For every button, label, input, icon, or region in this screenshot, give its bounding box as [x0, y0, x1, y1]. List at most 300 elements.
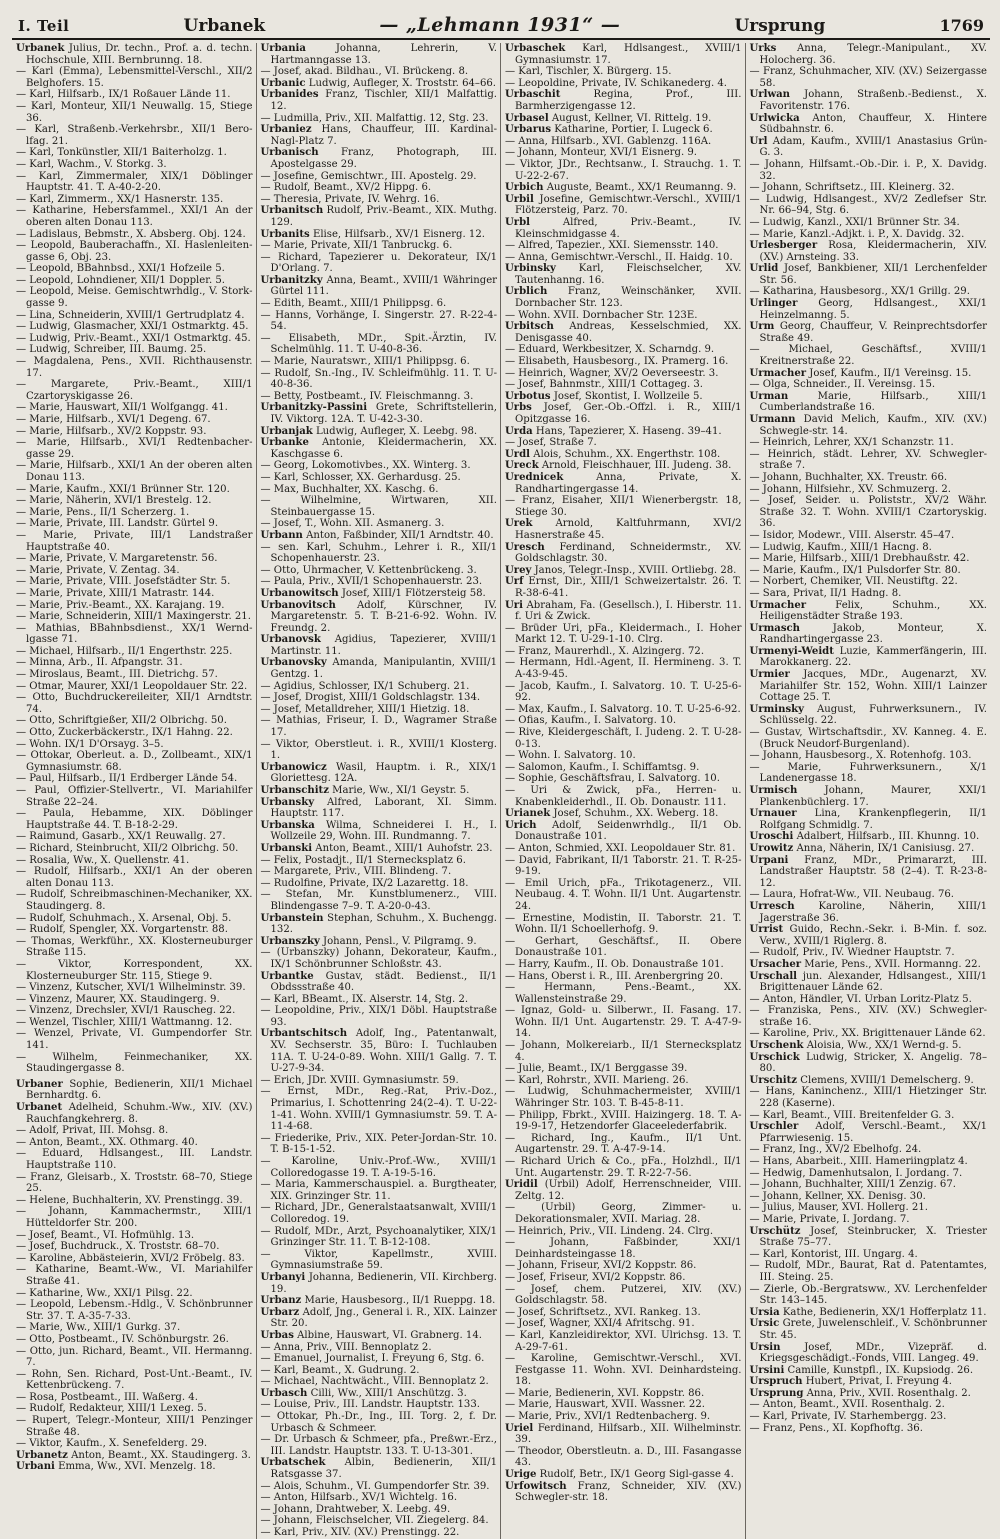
entry-headword: Urks — [749, 43, 777, 54]
directory-entry — [261, 1295, 498, 1307]
directory-entry — [16, 727, 253, 739]
directory-entry — [261, 368, 498, 391]
entry-headword: Uriel — [505, 1422, 534, 1434]
entry-text: Luzie, Kammerfängerin, III. Marokkanerg. 22. — [759, 645, 987, 669]
directory-entry — [750, 263, 988, 286]
entry-text: Franz, Weinschänker, XVII. Dornbacher Str. 123. — [515, 286, 742, 310]
entry-text: Anna, Priv., XVII. Rosenthalg. 2. — [803, 1387, 971, 1399]
entry-headword: Urbanke — [260, 437, 309, 449]
directory-entry — [261, 240, 498, 252]
directory-entry — [261, 739, 498, 762]
entry-text: Hans, Tapezierer, X. Haseng. 39–41. — [532, 425, 722, 437]
directory-entry — [261, 530, 498, 542]
entry-text: — Gerhart, Geschäftsf., II. Obere Donaustraße 101. — [505, 935, 742, 959]
entry-text: — Karoline, Univ.-Prof.-Ww., XVIII/1 Colloredogasse 19. T. A-19-5-16. — [260, 1156, 497, 1179]
entry-text: — Josef, akad. Bildhau., VI. Brückeng. 8. — [260, 66, 469, 78]
entry-text: — sen. Karl, Schuhm., Lehrer i. R., XII/1 Schopenhauerstr. 23. — [260, 541, 497, 565]
entry-headword: Urbanska — [260, 819, 315, 831]
entry-text: — Anton, Hilfsarb., XV/1 Wichtelg. 16. — [260, 1492, 458, 1504]
directory-entry — [16, 1288, 253, 1300]
entry-text: Marie, Ww., XI/1 Geystr. 5. — [328, 785, 470, 796]
entry-headword: Urbaschek — [505, 43, 566, 54]
entry-text: Agidius, Tapezierer, XVIII/1 Martinstr. 11. — [270, 634, 497, 657]
entry-text: — Viktor, JDr., Rechtsanw., I. Strauchg. 1. T. U-22-2-67. — [505, 158, 742, 182]
entry-text: Adolf, Seidenwrhdlg., II/1 Ob. Donaustraße 101. — [515, 819, 742, 843]
entry-text: Josef, Kaufm., II/1 Vereinsg. 15. — [806, 367, 972, 379]
directory-entry — [505, 576, 742, 599]
part-label: I. Teil — [18, 17, 70, 35]
entry-text: — Anna, Hilfsarb., XVI. Gablenzg. 116A. — [505, 135, 712, 147]
entry-headword: Urbanek — [16, 43, 65, 54]
entry-text: — Wohn. XVII. Dornbacher Str. 123E. — [505, 309, 698, 321]
directory-entry — [505, 1307, 742, 1319]
entry-headword: Urowitz — [749, 842, 794, 854]
directory-entry — [505, 124, 742, 136]
directory-entry — [505, 657, 742, 680]
entry-text: — Josef, Seider. u. Poliststr., XV/2 Währ. Straße 32. T. Wohn. XVIII/1 Czartoryskig. 36. — [749, 495, 987, 530]
entry-text: — Otto, Zuckerbäckerstr., IX/1 Hahng. 22. — [16, 727, 233, 739]
directory-entry — [505, 750, 742, 762]
entry-text: Johann, Straßenb.-Bedienst., X. Favoritenstr. 176. — [759, 89, 987, 112]
entry-text: Abraham, Fa. (Gesellsch.), I. Hiberstr. 11. f. Uri & Zwick. — [515, 599, 742, 623]
directory-entry — [750, 1423, 988, 1435]
directory-entry — [261, 785, 498, 797]
entry-text: Albin, Bedienerin, XII/1 Ratsgasse 37. — [270, 1457, 497, 1481]
directory-entry — [505, 1226, 742, 1238]
entry-headword: Urmier — [749, 669, 790, 681]
directory-entry — [750, 808, 988, 831]
entry-text: — Karl (Emma), Lebensmittel-Verschl., XII/2 Belghofers. 15. — [16, 66, 253, 89]
directory-entry — [16, 669, 253, 681]
directory-entry — [750, 1284, 988, 1307]
directory-entry — [16, 1253, 253, 1265]
entry-text: — Karoline, Gemischtwr.-Verschl., XVI. Festgasse 11. Wohn. XVI. Deinhardsteing. 18. — [505, 1353, 742, 1388]
entry-text: Josef, XIII/1 Flötzersteig 58. — [338, 587, 486, 599]
entry-text: Alfred, Laborant, XI. Simm. Hauptstr. 117. — [270, 796, 497, 820]
entry-text: — Rosa, Postbeamt., III. Waßerg. 4. — [16, 1391, 198, 1403]
entry-text: — Rudolf, Hilfsarb., XXI/1 An der oberen alten Donau 113. — [16, 866, 253, 889]
directory-entry — [261, 600, 498, 635]
directory-entry — [16, 681, 253, 693]
entry-text: Anna, Private, X. Randhartingergasse 14. — [515, 471, 742, 495]
directory-entry — [505, 785, 742, 808]
entry-text: Sophie, Bedienerin, XII/1 Michael Bernhardtg. 6. — [26, 1078, 253, 1102]
directory-entry — [261, 43, 498, 66]
entry-headword: Ureck — [505, 460, 539, 472]
directory-entry — [16, 1369, 253, 1392]
entry-text: August, Fuhrwerksunern., IV. Schlüsselg. 22. — [759, 703, 987, 727]
entry-headword: Urbann — [260, 529, 303, 541]
entry-text: — Georg, Lokomotivbes., XX. Winterg. 3. — [260, 460, 471, 472]
entry-text: — Johann, Drahtweber, X. Leebg. 49. — [260, 1503, 451, 1515]
page-title: — „Lehmann 1931“ — — [379, 14, 621, 36]
directory-entry — [16, 611, 253, 623]
entry-headword: Ursin — [749, 1341, 781, 1353]
entry-headword: Urek — [505, 518, 533, 530]
directory-entry — [16, 286, 253, 309]
entry-headword: Urschick — [749, 1051, 800, 1063]
directory-entry — [750, 553, 988, 565]
directory-entry — [16, 275, 253, 287]
entry-text: — Magdalena, Pens., XVII. Richthausenstr. 17. — [16, 356, 253, 379]
directory-entry — [750, 600, 988, 623]
entry-text: — Karl, BBeamt., IX. Alserstr. 14, Stg. 2. — [260, 993, 469, 1005]
directory-entry — [261, 426, 498, 438]
directory-entry — [505, 1040, 742, 1063]
entry-text: Anton, Beamt., XIII/1 Auhofstr. 23. — [312, 842, 493, 854]
directory-entry — [261, 1028, 498, 1074]
entry-text: Guido, Rechn.-Sekr. i. B-Min. f. soz. Verw., XVIII/1 Riglerg. 8. — [759, 924, 987, 947]
directory-entry — [16, 646, 253, 658]
directory-entry — [16, 310, 253, 322]
directory-entry — [16, 171, 253, 194]
entry-text: Ludwig, Aufleger, X. Leebg. 98. — [312, 425, 478, 437]
entry-text: — Josef, Buchdruck., X. Troststr. 68–70. — [16, 1241, 220, 1253]
directory-entry — [505, 460, 742, 472]
entry-text: — Karl, Zimmerm., XX/1 Hasnerstr. 135. — [16, 193, 224, 205]
directory-entry — [750, 1144, 988, 1156]
directory-entry — [750, 414, 988, 437]
directory-entry — [16, 1005, 253, 1017]
entry-text: — Richard, Tapezierer u. Dekorateur, IX/1 D'Orlang. 7. — [260, 251, 497, 275]
directory-entry — [16, 1346, 253, 1369]
entry-text: — Rudolf, Schuhmach., X. Arsenal, Obj. 5. — [16, 912, 232, 924]
entry-text: Franz, Tischler, XII/1 Malfattig. 12. — [270, 89, 497, 112]
directory-entry — [261, 704, 498, 716]
directory-entry — [505, 982, 742, 1005]
entry-text: Franz, MDr., Primararzt, III. Landstraßer Hauptstr. 58 (2–4). T. R-23-8-12. — [759, 854, 987, 889]
entry-text: — Leopoldine, Private, IV. Schikanederg. 4. — [505, 77, 728, 89]
entry-text: — Ludwig, Hdlsangest., XV/2 Zedlefser Str. Nr. 66–94, Stg. 6. — [749, 193, 987, 217]
entry-text: — Friederike, Priv., XIX. Peter-Jordan-Str. 10. T. B-15-1-52. — [260, 1132, 497, 1156]
entry-text: — Marie, Private, XIII/1 Matrastr. 144. — [16, 587, 215, 599]
directory-entry — [505, 681, 742, 704]
entry-headword: Urbanz — [260, 1295, 302, 1307]
entry-text: — Rudolf, Redakteur, XIII/1 Lexeg. 5. — [16, 1403, 207, 1415]
directory-entry — [16, 600, 253, 612]
entry-headword: Urbanski — [260, 842, 313, 854]
entry-text: — Rudolf, Beamt., XV/2 Hippg. 6. — [260, 182, 432, 194]
directory-entry — [505, 1005, 742, 1040]
directory-entry — [505, 1399, 742, 1411]
directory-entry — [750, 89, 988, 112]
entry-text: — Theresia, Private, IV. Wehrg. 16. — [260, 193, 440, 205]
directory-entry — [261, 715, 498, 738]
entry-text: Katharine, Portier, I. Lugeck 6. — [551, 124, 713, 136]
directory-entry — [505, 472, 742, 495]
directory-entry — [505, 1063, 742, 1075]
directory-entry — [750, 1307, 988, 1319]
directory-entry — [750, 484, 988, 496]
entry-headword: Urbl — [505, 216, 531, 228]
directory-entry — [16, 1125, 253, 1137]
entry-text: — Marie, Private, III/1 Landstraßer Hauptstraße 40. — [16, 529, 253, 553]
entry-text: — Karl, Zimmermaler, XIX/1 Döblinger Hauptstr. 41. T. A-40-2-20. — [16, 170, 253, 194]
directory-entry — [750, 217, 988, 229]
entry-text: — Josef, T., Wohn. XII. Asmanerg. 3. — [260, 518, 445, 530]
entry-text: — Katharine, Ww., XXI/1 Pilsg. 22. — [16, 1287, 193, 1299]
entry-text: — Johann, Kammachermstr., XIII/1 Hütteldorfer Str. 200. — [16, 1206, 253, 1229]
directory-entry — [16, 1299, 253, 1322]
entry-text: — Ludmilla, Priv., XII. Malfattig. 12, Stg. 23. — [260, 112, 489, 124]
directory-entry — [261, 1075, 498, 1087]
directory-entry — [261, 1457, 498, 1480]
entry-text: Alois, Schuhm., XX. Engerthstr. 108. — [530, 448, 721, 460]
entry-text: — Anton, Schmied, XXI. Leopoldauer Str. 81. — [505, 842, 736, 854]
entry-headword: Urmenyi-Weidt — [749, 645, 834, 657]
entry-text: — (Urbanszky) Johann, Dekorateur, Kaufm., IX/1 Schönbrunner Schloßstr. 43. — [260, 947, 497, 970]
directory-entry — [261, 356, 498, 368]
directory-entry — [505, 808, 742, 820]
directory-entry — [261, 971, 498, 994]
directory-entry — [750, 1005, 988, 1028]
entry-headword: Urbanitsch — [260, 205, 324, 217]
entry-text: — Paul, Offizier-Stellvertr., VI. Mariahilfer Straße 22–24. — [16, 785, 253, 808]
entry-headword: Urschler — [749, 1121, 799, 1133]
entry-text: — Johann, Monteur, XVI/1 Eisnerg. 9. — [505, 147, 698, 159]
directory-entry — [261, 797, 498, 820]
directory-entry — [505, 936, 742, 959]
entry-text: — Rudolf, Spengler, XX. Vorgartenstr. 88. — [16, 924, 228, 936]
entry-text: — Leopold, Lohndiener, XII/1 Doppler. 5. — [16, 274, 226, 286]
directory-entry — [505, 66, 742, 78]
entry-text: — Maria, Kammerschauspiel. a. Burgtheater, XIX. Grinzinger Str. 11. — [260, 1179, 497, 1202]
directory-entry — [261, 1504, 498, 1516]
entry-text: — Ignaz, Gold- u. Silberwr., II. Fasang. 17. Wohn. II/1 Unt. Augartenstr. 29. T. A-47-9-14. — [505, 1005, 742, 1040]
directory-entry — [261, 1411, 498, 1434]
directory-entry — [750, 194, 988, 217]
directory-entry — [750, 1110, 988, 1122]
entry-text: Karl, Fleischselcher, XV. Tautenhanng. 16. — [515, 263, 742, 286]
entry-text: — Mathias, BBahnbsdienst., XX/1 Wernd-lgasse 71. — [16, 622, 253, 646]
entry-headword: Urbanitzky-Passini — [260, 402, 368, 414]
directory-entry — [750, 368, 988, 380]
entry-text: — Johann, Buchhalter, XX. Treustr. 66. — [749, 471, 948, 483]
directory-entry — [750, 843, 988, 855]
entry-text: Adolf, Kürschner, IV. Margaretenstr. 5. T. B-21-6-92. Wohn. IV. Freundg. 2. — [270, 599, 497, 634]
entry-text: — Josef, Wagner, XXI/4 Afritschg. 91. — [505, 1318, 695, 1330]
entry-text: — Heinrich, Lehrer, XX/1 Schanzstr. 11. — [749, 437, 954, 449]
entry-headword: Urbanyi — [260, 1271, 306, 1283]
entry-text: — Marie, Private, XII/1 Tanbruckg. 6. — [260, 240, 453, 252]
directory-entry — [16, 773, 253, 785]
directory-entry — [261, 1133, 498, 1156]
entry-text: — Ludwig, Schuhmachermeister, XVIII/1 Währinger Str. 103. T. B-45-8-11. — [505, 1086, 742, 1110]
entry-text: Josef, Bankbiener, XII/1 Lerchenfelder Str. 56. — [759, 263, 987, 286]
entry-headword: Urlinger — [749, 298, 798, 310]
entry-text: Adelheid, Schuhm.-Ww., XIV. (XV.) Rauchfangkehrerg. 8. — [26, 1102, 253, 1125]
entry-text: — Otto, Schriftgießer, XII/2 Olbrichg. 50. — [16, 715, 227, 727]
entry-text: — Heinrich, Priv., VII. Lindeng. 24. Clrg. — [505, 1225, 714, 1237]
directory-entry — [750, 646, 988, 669]
directory-entry — [16, 553, 253, 565]
directory-entry — [16, 414, 253, 426]
directory-entry — [505, 136, 742, 148]
entry-text: — Dr. Urbasch & Schmeer, pfa., Preßwr.-Erz., III. Landstr. Hauptstr. 133. T. U-13-301. — [260, 1434, 497, 1457]
entry-text: — Stefan, Mr. Kunstblumenerz., VIII. Blindengasse 7–9. T. A-20-0-43. — [260, 889, 497, 912]
entry-text: — Johann, Molkereiarb., II/1 Sternecksplatz 4. — [505, 1040, 742, 1063]
entry-text: — Brüder Uri, pFa., Kleidermach., I. Hoher Markt 12. T. U-29-1-10. Clrg. — [505, 622, 742, 646]
entry-text: Karl, Hdlsangest., XVIII/1 Gymnasiumstr. 17. — [515, 43, 742, 66]
entry-headword: Urich — [505, 819, 537, 831]
directory-entry — [505, 773, 742, 785]
entry-text: — Felix, Postadjt., II/1 Sternecksplatz 6. — [260, 854, 466, 866]
directory-entry — [505, 344, 742, 356]
directory-entry — [16, 936, 253, 959]
entry-text: — Erich, JDr. XVIII. Gymnasiumstr. 59. — [260, 1074, 459, 1086]
directory-entry — [261, 89, 498, 112]
entry-text: — Karl, Priv., XIV. (XV.) Prenstingg. 22. — [260, 1527, 460, 1538]
entry-text: — Hans, Oberst i. R., III. Arenbergring 20. — [505, 970, 724, 982]
directory-entry — [750, 437, 988, 449]
directory-entry — [505, 971, 742, 983]
entry-text: — Marie, Priv.-Beamt., XX. Karajang. 19. — [16, 599, 225, 611]
directory-entry — [750, 495, 988, 530]
directory-entry — [750, 924, 988, 947]
entry-headword: Urbanovsk — [260, 634, 321, 646]
directory-entry — [505, 1330, 742, 1353]
entry-text: David Melich, Kaufm., XIV. (XV.) Schwegle-str. 14. — [759, 414, 987, 437]
directory-entry — [505, 310, 742, 322]
directory-entry — [505, 1086, 742, 1109]
entry-text: Ludwig, Stricker, X. Angelig. 78–80. — [759, 1051, 987, 1075]
entry-headword: Urschütz — [749, 1225, 801, 1237]
entry-text: — Adolf, Privat, III. Mohsg. 8. — [16, 1125, 169, 1137]
entry-text: — Anton, Beamt., XX. Othmarg. 40. — [16, 1136, 198, 1148]
directory-entry — [261, 1005, 498, 1028]
entry-text: — Alois, Schuhm., VI. Gumpendorfer Str. 39. — [260, 1480, 490, 1492]
entry-headword: Urbil — [505, 193, 534, 205]
directory-entry — [261, 472, 498, 484]
entry-text: Aloisia, Ww., XX/1 Wernd-g. 5. — [803, 1040, 962, 1052]
directory-entry — [261, 333, 498, 356]
directory-entry — [505, 878, 742, 913]
entry-text: — Anton, Beamt., XVII. Rosenthalg. 2. — [749, 1399, 945, 1411]
directory-entry — [16, 588, 253, 600]
directory-entry — [505, 43, 742, 66]
entry-text: Josef, Steinbrucker, X. Triester Straße 75–77. — [759, 1225, 987, 1249]
entry-text: — Leopold, Lebensm.-Hdlg., V. Schönbrunner Str. 37. T. A-35-7-33. — [16, 1299, 253, 1322]
entry-headword: Uri — [505, 599, 523, 611]
entry-text: — Wilhelm, Feinmechaniker, XX. Staudingergasse 8. — [16, 1051, 253, 1075]
directory-entry — [16, 194, 253, 206]
entry-text: — Marie, Kaufm., IX/1 Pulsdorfer Str. 80. — [749, 564, 961, 576]
directory-entry — [750, 1191, 988, 1203]
entry-text: — Ludwig, Glasmacher, XXI/1 Ostmarktg. 45. — [16, 321, 249, 333]
directory-entry — [261, 1492, 498, 1504]
directory-entry — [505, 240, 742, 252]
entry-text: — Edith, Beamt., XIII/1 Philippsg. 6. — [260, 298, 447, 310]
directory-entry — [505, 449, 742, 461]
entry-headword: Ursacher — [749, 958, 802, 970]
entry-headword: Urblich — [505, 286, 548, 298]
directory-entry — [16, 402, 253, 414]
directory-entry — [750, 229, 988, 241]
entry-headword: Urbanowicz — [260, 761, 327, 773]
directory-entry — [16, 924, 253, 936]
directory-entry — [261, 866, 498, 878]
directory-entry — [505, 78, 742, 90]
directory-entry — [750, 1342, 988, 1365]
entry-text: — Mathias, Friseur, I. D., Wagramer Straße 17. — [260, 715, 497, 739]
directory-entry — [750, 971, 988, 994]
entry-text: — Julius, Mauser, XVI. Hollerg. 21. — [749, 1202, 928, 1214]
entry-text: — Franz, Pens., XI. Kopfhoftg. 36. — [749, 1422, 923, 1434]
directory-entry — [16, 889, 253, 912]
entry-headword: Urbanovsky — [260, 657, 327, 669]
entry-text: — Marie, Hilfsarb., XVI/1 Degeng. 67. — [16, 414, 211, 425]
entry-text: — Marie, Hauswart, XII/1 Wolfgangg. 41. — [16, 402, 228, 414]
entry-headword: Urbaschit — [505, 89, 561, 101]
directory-entry — [16, 750, 253, 773]
directory-entry — [750, 321, 988, 344]
entry-text: — Viktor, Oberstleut. i. R., XVIII/1 Klosterg. 1. — [260, 738, 497, 762]
directory-entry — [16, 1403, 253, 1415]
entry-headword: Urresch — [749, 900, 795, 912]
entry-text: — Emil Urich, pFa., Trikotagenerz., VII. Neubaug. 4. T. Wohn. II/1 Unt. Augartenstr. 24. — [505, 877, 742, 912]
entry-text: — Harry, Kaufm., II. Ob. Donaustraße 101. — [505, 958, 724, 970]
entry-headword: Urbasel — [505, 112, 549, 124]
directory-entry — [750, 1249, 988, 1261]
entry-text: — Marie, Bedienerin, XVI. Koppstr. 86. — [505, 1387, 705, 1399]
entry-text: — Ludwig, Schreiber, III. Baumg. 25. — [16, 344, 207, 356]
entry-headword: Urmacher — [749, 599, 807, 611]
entry-text: — Viktor, Korrespondent, XX. Klosterneuburger Str. 115, Stiege 9. — [16, 958, 253, 982]
entry-text: — Marie, Pens., II/1 Scherzerg. 1. — [16, 506, 190, 518]
directory-entry — [505, 1318, 742, 1330]
entry-text: Elise, Hilfsarb., XV/1 Eisnerg. 12. — [309, 228, 485, 240]
directory-entry — [505, 913, 742, 936]
entry-text: — Wohn. I. Salvatorg. 10. — [505, 750, 636, 762]
column-3 — [501, 43, 746, 1539]
entry-text: Ferdinand, Schneidermstr., XV. Goldschlagstr. 30. — [515, 541, 742, 565]
directory-entry — [16, 1450, 253, 1462]
entry-text: — Theodor, Oberstleutn. a. D., III. Fasangasse 43. — [505, 1445, 742, 1469]
directory-entry — [750, 1376, 988, 1388]
directory-entry — [261, 1330, 498, 1342]
entry-text: — Elisabeth, Hausbesorg., IX. Pramerg. 16. — [505, 356, 729, 368]
entry-text: — Hanns, Vorhänge, I. Singerstr. 27. R-22-4-54. — [260, 309, 497, 333]
entry-headword: Urednicek — [505, 471, 564, 483]
directory-entry — [505, 623, 742, 646]
entry-text: — Josef, Beamt., VI. Hofmühlg. 13. — [16, 1229, 195, 1241]
directory-entry — [16, 855, 253, 867]
directory-entry — [750, 762, 988, 785]
entry-text: — Rohn, Sen. Richard, Post-Unt.-Beamt., IV. Kettenbrückeng. 7. — [16, 1368, 253, 1392]
directory-entry — [261, 1481, 498, 1493]
entry-text: — Otto, Buchdruckereileiter, XII/1 Arndtstr. 74. — [16, 692, 253, 715]
entry-text: — Josef, Metalldreher, XIII/1 Hietzig. 18. — [260, 703, 470, 715]
directory-entry — [261, 913, 498, 936]
entry-text: — Eduard, Hdlsangest., III. Landstr. Hauptstraße 110. — [16, 1148, 253, 1171]
entry-text: — Karl, Tischler, X. Bürgerg. 15. — [505, 66, 672, 78]
directory-entry — [505, 843, 742, 855]
directory-entry — [261, 275, 498, 298]
entry-text: — Betty, Postbeamt., IV. Fleischmanng. 3. — [260, 390, 474, 402]
entry-text: Jakob, Monteur, X. Randhartingergasse 23. — [759, 622, 987, 646]
entry-text: — David, Fabrikant, II/1 Taborstr. 21. T. R-25-9-19. — [505, 854, 742, 878]
entry-text: — Wenzel, Private, VI. Gumpendorfer Str. 141. — [16, 1028, 253, 1052]
directory-entry — [505, 518, 742, 541]
entry-text: — Johann, Kellner, XX. Denisg. 30. — [749, 1190, 926, 1202]
entry-headword: Urbantke — [260, 970, 314, 982]
directory-entry — [750, 831, 988, 843]
directory-entry — [750, 1202, 988, 1214]
entry-headword: Urmasch — [749, 622, 801, 634]
entry-text: — Marie, Ww., XIII/1 Gurkg. 37. — [16, 1322, 181, 1334]
directory-entry — [261, 588, 498, 600]
directory-entry — [750, 182, 988, 194]
